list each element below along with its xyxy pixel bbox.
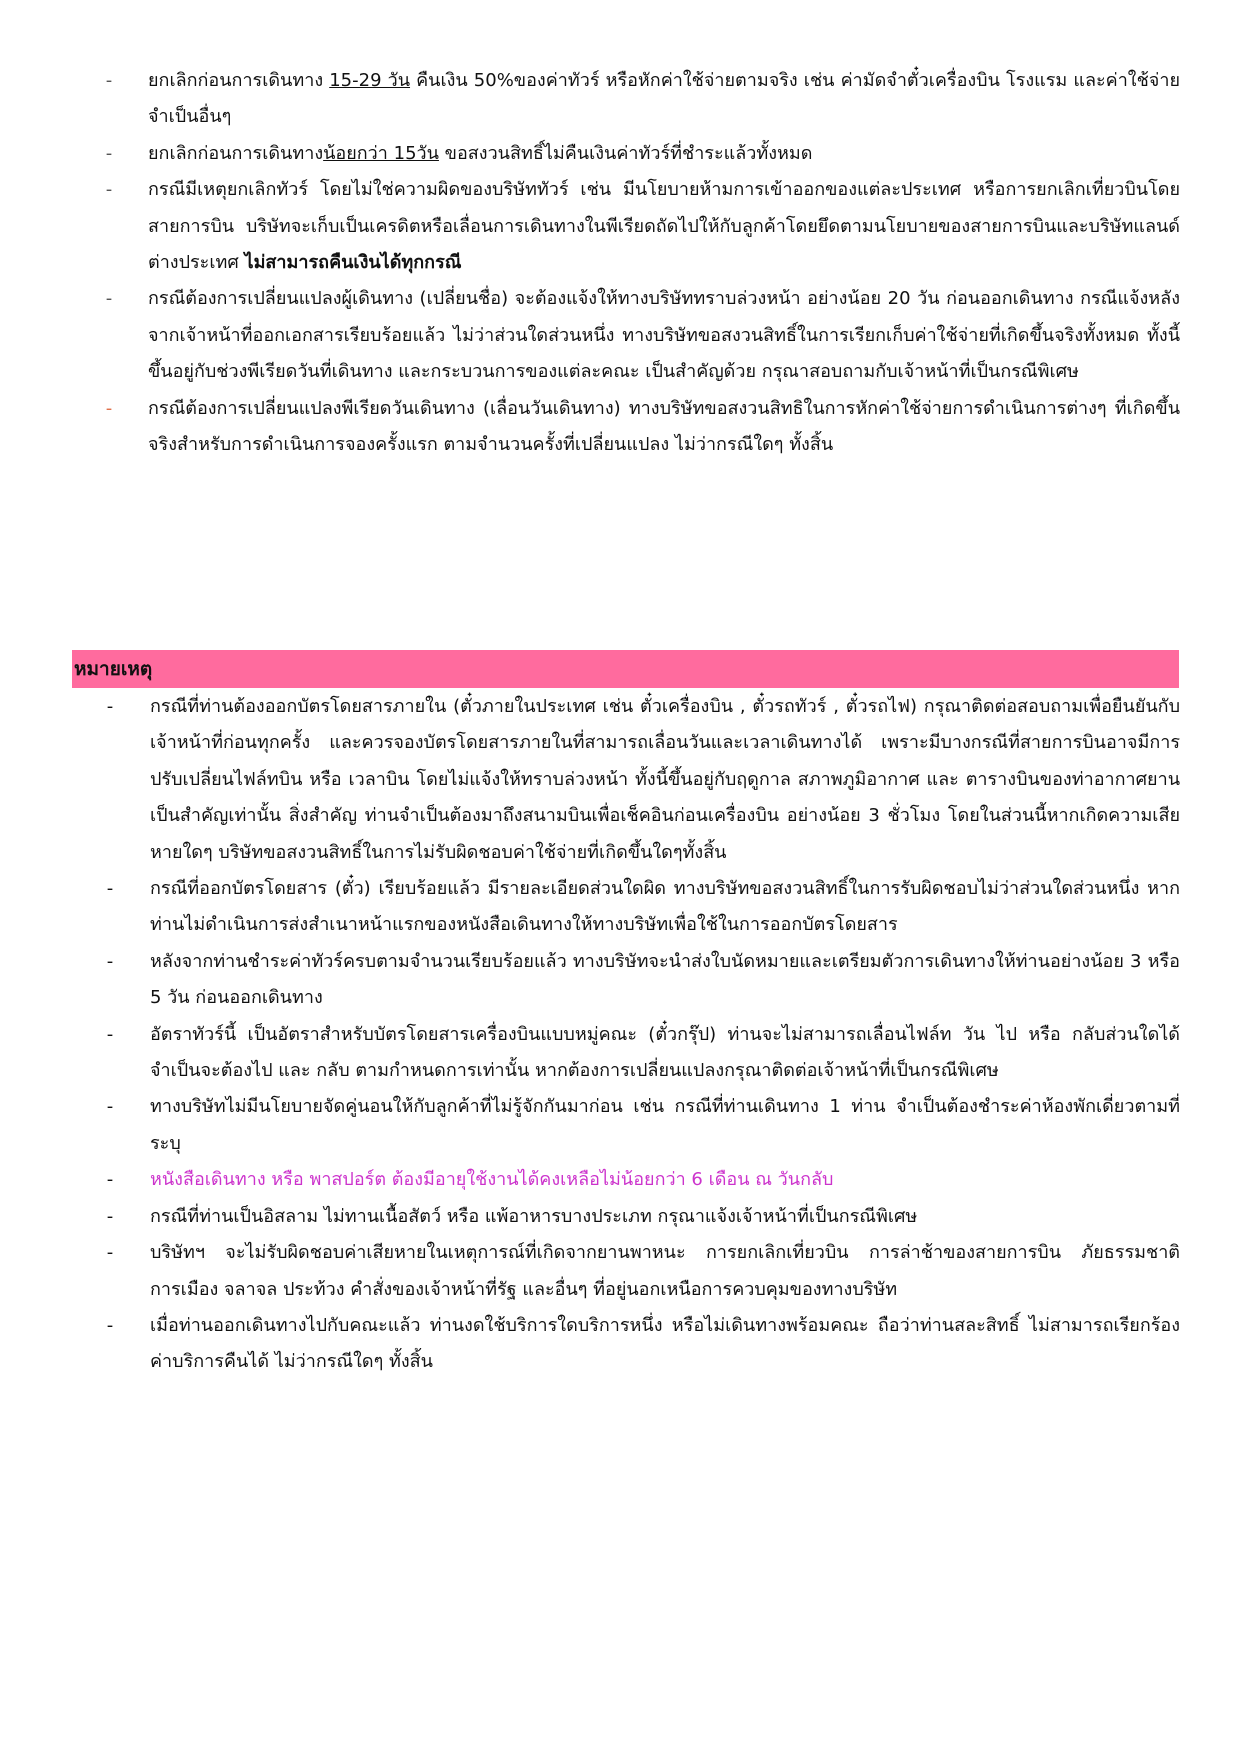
item-text: กรณีต้องการเปลี่ยนแปลงพีเรียดวันเดินทาง (เลื่อนวันเดินทาง) ทางบริษัทขอสงวนสิทธิในการหักค่าใช้จ่ายการดำเนินการต่างๆ ที่เกิดขึ้นจริงสำหรับการดำเนินการจองครั้งแรก ตามจำนวนครั้งที่เปลี่ยนแปลง ไม่ว่ากรณีใดๆ ทั้งสิ้น bbox=[148, 397, 1180, 456]
item-text: บริษัทฯ จะไม่รับผิดชอบค่าเสียหายในเหตุการณ์ที่เกิดจากยานพาหนะ การยกเลิกเที่ยวบิน การล่าช้าของสายการบิน ภัยธรรมชาติ การเมือง จลาจล ประท้วง คำสั่งของเจ้าหน้าที่รัฐ และอื่นๆ ที่อยู่นอกเหนือการควบคุมของทางบริษัท bbox=[150, 1242, 1180, 1300]
bullet-dash: - bbox=[105, 179, 113, 201]
notes-list bbox=[70, 689, 1180, 1381]
item-text: กรณีที่ออกบัตรโดยสาร (ตั๋ว) เรียบร้อยแล้ว มีรายละเอียดส่วนใดผิด ทางบริษัทขอสงวนสิทธิ์ในการรับผิดชอบไม่ว่าส่วนใดส่วนหนึ่ง หากท่านไม่ดำเนินการส่งสำเนาหน้าแรกของหนังสือเดินทางให้ทางบริษัทเพื่อใช้ในการออกบัตรโดยสาร bbox=[150, 878, 1180, 936]
note-item bbox=[70, 1308, 1180, 1381]
bullet-dash: - bbox=[106, 950, 114, 972]
note-item bbox=[70, 1017, 1180, 1090]
bullet-dash: - bbox=[106, 1169, 114, 1191]
bullet-dash: - bbox=[106, 878, 114, 900]
cancellation-item bbox=[70, 136, 1180, 172]
item-text: ยกเลิกก่อนการเดินทาง bbox=[148, 70, 330, 91]
cancellation-item bbox=[70, 391, 1180, 464]
bullet-dash: - bbox=[106, 1205, 114, 1227]
note-item bbox=[70, 1089, 1180, 1162]
bullet-dash: - bbox=[106, 696, 114, 717]
bullet-dash: - bbox=[105, 288, 113, 310]
item-text: ขอสงวนสิทธิ์ไม่คืนเงินค่าทัวร์ที่ชำระแล้วทั้งหมด bbox=[438, 142, 813, 164]
cancellation-item bbox=[70, 172, 1180, 281]
bullet-dash: - bbox=[105, 397, 113, 419]
note-item bbox=[70, 1199, 1180, 1235]
bullet-dash: - bbox=[106, 1242, 114, 1264]
item-text: เมื่อท่านออกเดินทางไปกับคณะแล้ว ท่านงดใช้บริการใดบริการหนึ่ง หรือไม่เดินทางพร้อมคณะ ถือว่าท่านสละสิทธิ์ ไม่สามารถเรียกร้องค่าบริการคืนได้ ไม่ว่ากรณีใดๆ ทั้งสิ้น bbox=[150, 1314, 1180, 1373]
cancellation-item bbox=[70, 281, 1180, 390]
note-item bbox=[70, 871, 1180, 944]
item-text: น้อยกว่า 15วัน bbox=[323, 142, 439, 164]
item-text: ไม่สามารถคืนเงินได้ทุกกรณี bbox=[244, 252, 462, 274]
note-item bbox=[70, 1162, 1180, 1198]
bullet-dash: - bbox=[106, 1096, 114, 1118]
item-text: คืนเงิน 50%ของค่าทัวร์ หรือหักค่าใช้จ่ายตามจริง เช่น ค่ามัดจำตั๋วเครื่องบิน โรงแรม และค่าใช้จ่ายจำเป็นอื่นๆ bbox=[148, 70, 1181, 128]
item-text: กรณีมีเหตุยกเลิกทัวร์ โดยไม่ใช่ความผิดของบริษัททัวร์ เช่น มีนโยบายห้ามการเข้าออกของแต่ละประเทศ หรือการยกเลิกเที่ยวบินโดยสายการบิน บริษัทจะเก็บเป็นเครดิตหรือเลื่อนการเดินทางในพีเรียดถัดไปให้กับลูกค้าโดยยึดตามนโยบายของสายการบินและบริษัทแลนด์ต่างประเทศ bbox=[148, 179, 1180, 274]
item-text: หลังจากท่านชำระค่าทัวร์ครบตามจำนวนเรียบร้อยแล้ว ทางบริษัทจะนำส่งใบนัดหมายและเตรียมตัวการเดินทางให้ท่านอย่างน้อย 3 หรือ 5 วัน ก่อนออกเดินทาง bbox=[150, 950, 1180, 1009]
item-text: ทางบริษัทไม่มีนโยบายจัดคู่นอนให้กับลูกค้าที่ไม่รู้จักกันมาก่อน เช่น กรณีที่ท่านเดินทาง 1 ท่าน จำเป็นต้องชำระค่าห้องพักเดี่ยวตามที่ระบุ bbox=[150, 1096, 1180, 1154]
bullet-dash: - bbox=[105, 70, 113, 91]
item-text: อัตราทัวร์นี้ เป็นอัตราสำหรับบัตรโดยสารเครื่องบินแบบหมู่คณะ (ตั๋วกรุ๊ป) ท่านจะไม่สามารถเลื่อนไฟล์ท วัน ไป หรือ กลับส่วนใดได้ จำเป็นจะต้องไป และ กลับ ตามกำหนดการเท่านั้น หากต้องการเปลี่ยนแปลงกรุณาติดต่อเจ้าหน้าที่เป็นกรณีพิเศษ bbox=[150, 1023, 1180, 1082]
item-text: กรณีที่ท่านเป็นอิสลาม ไม่ทานเนื้อสัตว์ หรือ แพ้อาหารบางประเภท กรุณาแจ้งเจ้าหน้าที่เป็นกรณีพิเศษ bbox=[150, 1205, 918, 1227]
notes-heading: หมายเหตุ bbox=[72, 650, 1179, 688]
item-text: 15-29 วัน bbox=[329, 70, 411, 91]
note-item bbox=[70, 689, 1180, 871]
bullet-dash: - bbox=[105, 142, 113, 164]
item-text: กรณีต้องการเปลี่ยนแปลงผู้เดินทาง (เปลี่ยนชื่อ) จะต้องแจ้งให้ทางบริษัททราบล่วงหน้า อย่างน้อย 20 วัน ก่อนออกเดินทาง กรณีแจ้งหลังจากเจ้าหน้าที่ออกเอกสารเรียบร้อยแล้ว ไม่ว่าส่วนใดส่วนหนึ่ง ทางบริษัทขอสงวนสิทธิ์ในการเรียกเก็บค่าใช้จ่ายที่เกิดขึ้นจริงทั้งหมด ทั้งนี้ขึ้นอยู่กับช่วงพีเรียดวันที่เดินทาง และกระบวนการของแต่ละคณะ เป็นสำคัญด้วย กรุณาสอบถามกับเจ้าหน้าที่เป็นกรณีพิเศษ bbox=[148, 288, 1180, 383]
note-item bbox=[70, 1235, 1180, 1308]
bullet-dash: - bbox=[106, 1023, 114, 1045]
item-text: ยกเลิกก่อนการเดินทาง bbox=[148, 142, 324, 164]
note-item bbox=[70, 944, 1180, 1017]
cancellation-list bbox=[70, 63, 1180, 463]
bullet-dash: - bbox=[106, 1314, 114, 1336]
item-text: กรณีที่ท่านต้องออกบัตรโดยสารภายใน (ตั๋วภายในประเทศ เช่น ตั๋วเครื่องบิน , ตั๋วรถทัวร์ , ตั๋วรถไฟ) กรุณาติดต่อสอบถามเพื่อยืนยันกับเจ้าหน้าที่ก่อนทุกครั้ง และควรจองบัตรโดยสารภายในที่สามารถเลื่อนวันและเวลาเดินทางได้ เพราะมีบางกรณีที่สายการบินอาจมีการปรับเปลี่ยนไฟล์ทบิน หรือ เวลาบิน โดยไม่แจ้งให้ทราบล่วงหน้า ทั้งนี้ขึ้นอยู่กับฤดูกาล สภาพภูมิอากาศ และ ตารางบินของท่าอากาศยานเป็นสำคัญเท่านั้น สิ่งสำคัญ ท่านจำเป็นต้องมาถึงสนามบินเพื่อเช็คอินก่อนเครื่องบิน อย่างน้อย 3 ชั่วโมง โดยในส่วนนี้หากเกิดความเสียหายใดๆ บริษัทขอสงวนสิทธิ์ในการไม่รับผิดชอบค่าใช้จ่ายที่เกิดขึ้นใดๆทั้งสิ้น bbox=[150, 696, 1180, 863]
item-text: หนังสือเดินทาง หรือ พาสปอร์ต ต้องมีอายุใช้งานได้คงเหลือไม่น้อยกว่า 6 เดือน ณ วันกลับ bbox=[150, 1169, 834, 1191]
cancellation-item bbox=[70, 63, 1180, 136]
